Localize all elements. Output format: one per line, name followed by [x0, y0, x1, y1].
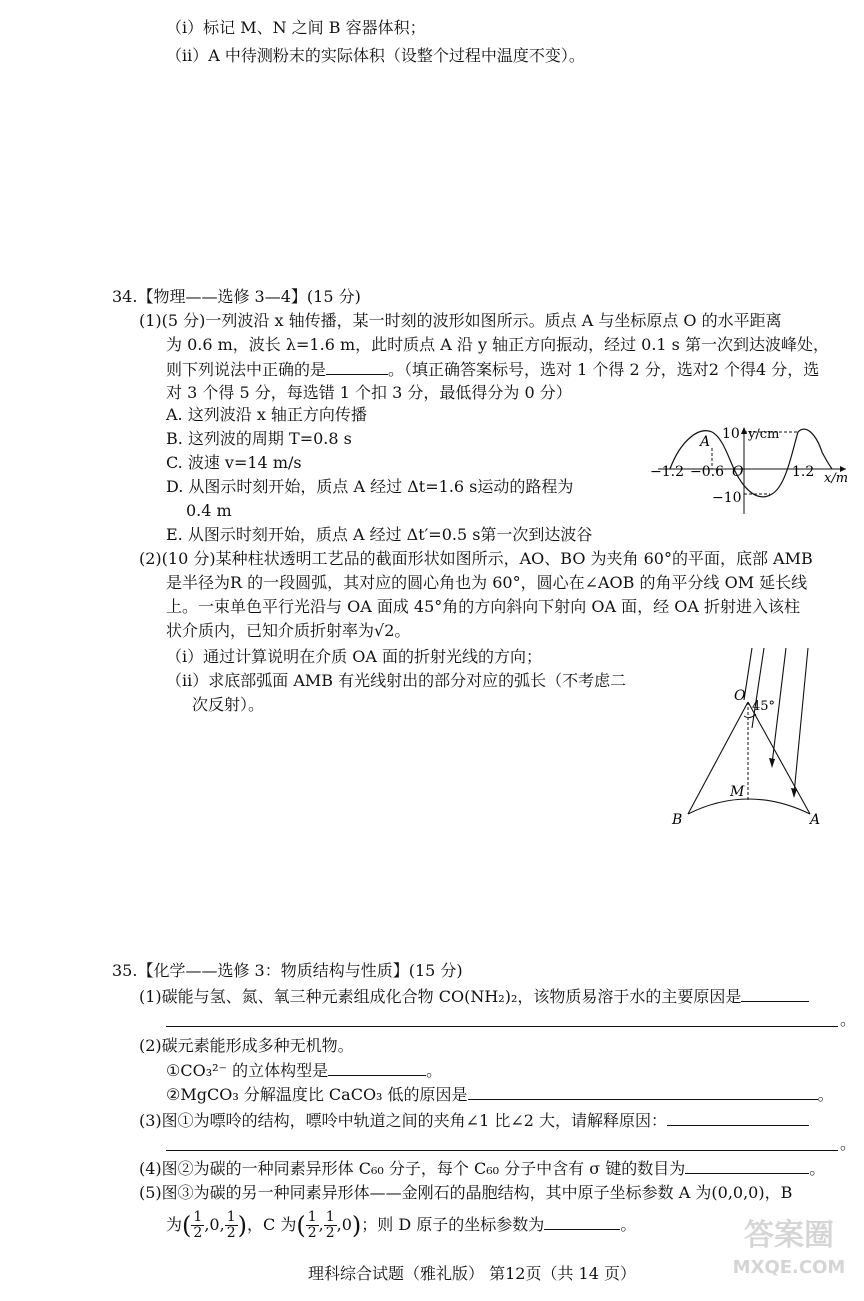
- answer-line: [166, 1026, 838, 1027]
- x-tick: −0.6: [690, 464, 724, 480]
- q35-line5: (3)图①为嘌呤的结构，嘌呤中轨道之间的夹角∠1 比∠2 大，请解释原因：: [139, 1110, 809, 1131]
- prism-figure: [668, 644, 828, 828]
- x-tick: 1.2: [792, 464, 815, 480]
- q34-sub-ii-cont: 次反射）。: [192, 695, 265, 714]
- q35-line1: (1)碳能与氢、氮、氧三种元素组成化合物 CO(NH₂)₂，该物质易溶于水的主要原因是: [139, 986, 809, 1007]
- q34-sub-i: （ⅰ）通过计算说明在介质 OA 面的折射光线的方向；: [166, 647, 542, 666]
- option-d-cont: 0.4 m: [186, 501, 232, 520]
- part-ii: （ⅱ）A 中待测粉末的实际体积（设整个过程中温度不变）。: [166, 46, 585, 65]
- q34-part2: (2)(10 分)某种柱状透明工艺品的截面形状如图所示，AO、BO 为夹角 60°的平面，底部 AMB: [139, 549, 813, 568]
- label-o: O: [734, 688, 746, 704]
- page-footer: 理科综合试题（雅礼版） 第12页（共 14 页）: [308, 1264, 636, 1283]
- q34-part2: 是半径为R 的一段圆弧，其对应的圆心角也为 60°，圆心在∠AOB 的角平分线 OM 延长线: [166, 573, 808, 592]
- q35-line6: (4)图②为碳的一种同素异形体 C₆₀ 分子，每个 C₆₀ 分子中含有 σ 键的数目为 。: [139, 1159, 826, 1178]
- q35-line3: ①CO₃²⁻ 的立体构型是 。: [166, 1061, 443, 1080]
- option-c: C. 波速 v=14 m/s: [166, 453, 302, 472]
- period: 。: [840, 1134, 857, 1153]
- answer-blank: [468, 1084, 818, 1100]
- answer-blank: [328, 1060, 426, 1076]
- y-arrow: [741, 427, 747, 434]
- option-e: E. 从图示时刻开始，质点 A 经过 Δt′=0.5 s第一次到达波谷: [166, 525, 593, 544]
- ray: [794, 648, 808, 794]
- fraction: $\frac{1}{2}$: [226, 1209, 236, 1241]
- fraction: $\frac{1}{2}$: [325, 1209, 335, 1241]
- origin-label: O: [732, 464, 744, 480]
- q34-heading: 34.【物理——选修 3—4】(15 分): [112, 287, 361, 306]
- q35-line4: ②MgCO₃ 分解温度比 CaCO₃ 低的原因是 。: [166, 1085, 834, 1104]
- q34-line: 对 3 个得 5 分，每选错 1 个扣 3 分，最低得分为 0 分）: [166, 383, 572, 402]
- q35-line2: (2)碳元素能形成多种无机物。: [139, 1036, 354, 1055]
- option-b: B. 这列波的周期 T=0.8 s: [166, 429, 352, 448]
- fraction: $\frac{1}{2}$: [307, 1209, 317, 1241]
- y-label: y/cm: [748, 427, 780, 442]
- q34-line: 为 0.6 m，波长 λ=1.6 m，此时质点 A 沿 y 轴正方向振动，经过 0.1 s 第一次到达波峰处，: [166, 335, 829, 354]
- label-m: M: [730, 784, 745, 800]
- watermark: 答案圈 MXQE.COM: [732, 1218, 846, 1278]
- fraction: $\frac{1}{2}$: [193, 1209, 203, 1241]
- x-tick: −1.2: [650, 464, 684, 480]
- q34-line: (1)(5 分)一列波沿 x 轴传播，某一时刻的波形如图所示。质点 A 与坐标原点 O 的水平距离: [139, 311, 782, 330]
- arrow: [769, 758, 775, 768]
- q35-line7: (5)图③为碳的另一种同素异形体——金刚石的晶胞结构，其中原子坐标参数 A 为(0,0,0)，B: [139, 1183, 793, 1202]
- option-a: A. 这列波沿 x 轴正方向传播: [166, 405, 367, 424]
- period: 。: [840, 1010, 857, 1029]
- q35-heading: 35.【化学——选修 3：物质结构与性质】(15 分): [112, 961, 463, 980]
- q34-line: 则下列说法中正确的是 。（填正确答案标号，选对 1 个得 2 分，选对2 个得4 分，选: [166, 360, 820, 379]
- part-i: （ⅰ）标记 M、N 之间 B 容器体积；: [166, 18, 426, 37]
- option-d: D. 从图示时刻开始，质点 A 经过 Δt=1.6 s运动的路程为: [166, 477, 574, 496]
- answer-blank: [326, 359, 388, 375]
- label-angle: 45°: [752, 699, 776, 714]
- q34-part2: 状介质内，已知介质折射率为√2。: [166, 621, 411, 640]
- arc-amb: [688, 799, 810, 814]
- answer-blank: [544, 1214, 620, 1230]
- q34-part2: 上。一束单色平行光沿与 OA 面成 45°角的方向斜向下射向 OA 面，经 OA 折射进入该柱: [166, 597, 800, 616]
- q35-line8: 为( $\frac{1}{2}$ ,0, $\frac{1}{2}$ )，C 为( $\frac{1}{2}$ , $\frac{1}{2}$ ,0)；则 D 原子的坐标参数为 。: [166, 1209, 637, 1241]
- label-a: A: [810, 812, 821, 828]
- answer-blank: [667, 1110, 809, 1126]
- y-tick-bottom: −10: [712, 490, 742, 506]
- answer-line: [166, 1150, 838, 1151]
- q34-sub-ii: （ⅱ）求底部弧面 AMB 有光线射出的部分对应的弧长（不考虑二: [166, 671, 627, 690]
- wave-graph: [646, 424, 856, 516]
- answer-blank: [741, 986, 809, 1002]
- x-label: x/m: [824, 471, 849, 486]
- point-a-label: A: [700, 434, 711, 450]
- answer-blank: [685, 1158, 809, 1174]
- label-b: B: [672, 812, 683, 828]
- y-tick-top: 10: [722, 426, 740, 442]
